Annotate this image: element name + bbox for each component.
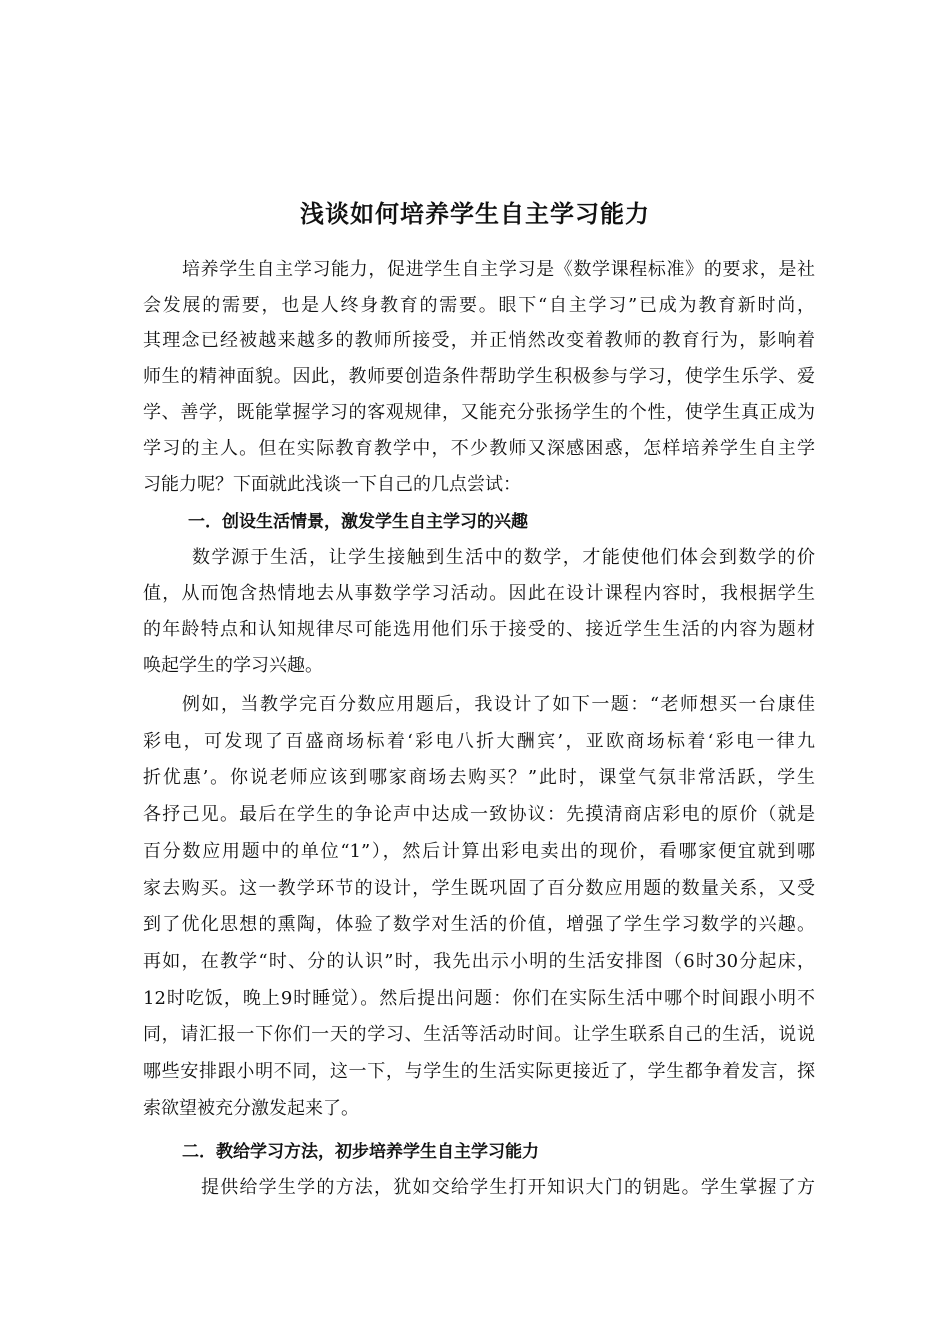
s1p2-line-11: 哪些安排跟小明不同，这一下，与学生的生活实际更接近了，学生都争着发言，探 [143, 1061, 815, 1082]
s1p2-line-12: 索欲望被充分激发起来了。 [143, 1098, 359, 1119]
s1p2-line-5: 百分数应用题中的单位“1”），然后计算出彩电卖出的现价，看哪家便宜就到哪 [143, 841, 815, 862]
s1p1-line-1: 数学源于生活，让学生接触到生活中的数学，才能使他们体会到数学的价 [192, 547, 815, 568]
s1p2-line-1: 例如，当教学完百分数应用题后，我设计了如下一题：“老师想买一台康佳 [182, 694, 815, 715]
s1p2-line-10: 同，请汇报一下你们一天的学习、生活等活动时间。让学生联系自己的生活，说说 [143, 1024, 815, 1045]
intro-line-5: 学、善学，既能掌握学习的客观规律，又能充分张扬学生的个性，使学生真正成为 [143, 402, 815, 423]
document-title: 浅谈如何培养学生自主学习能力 [300, 199, 650, 228]
intro-line-7: 习能力呢？下面就此浅谈一下自己的几点尝试： [143, 474, 521, 495]
section-1-heading: 一．创设生活情景，激发学生自主学习的兴趣 [188, 512, 528, 532]
s1p2-line-2: 彩电，可发现了百盛商场标着‘彩电八折大酬宾’，亚欧商场标着‘彩电一律九 [143, 731, 815, 752]
s2p1-line-1: 提供给学生学的方法，犹如交给学生打开知识大门的钥匙。学生掌握了方 [201, 1177, 815, 1198]
s1p1-line-4: 唤起学生的学习兴趣。 [143, 655, 323, 676]
s1p1-line-2: 值，从而饱含热情地去从事数学学习活动。因此在设计课程内容时，我根据学生 [143, 583, 815, 604]
s1p2-line-9: 12时吃饭，晚上9时睡觉）。然后提出问题：你们在实际生活中哪个时间跟小明不 [143, 988, 815, 1009]
s1p2-line-4: 各抒己见。最后在学生的争论声中达成一致协议：先摸清商店彩电的原价（就是 [143, 804, 815, 825]
s1p2-line-7: 到了优化思想的熏陶，体验了数学对生活的价值，增强了学生学习数学的兴趣。 [143, 914, 815, 935]
s1p1-line-3: 的年龄特点和认知规律尽可能选用他们乐于接受的、接近学生生活的内容为题材 [143, 619, 815, 640]
intro-line-4: 师生的精神面貌。因此，教师要创造条件帮助学生积极参与学习，使学生乐学、爱 [143, 366, 815, 387]
s1p2-line-6: 家去购买。这一教学环节的设计，学生既巩固了百分数应用题的数量关系，又受 [143, 878, 815, 899]
s1p2-line-8: 再如，在教学“时、分的认识”时，我先出示小明的生活安排图（6时30分起床， [143, 951, 815, 972]
intro-line-6: 学习的主人。但在实际教育教学中，不少教师又深感困惑，怎样培养学生自主学 [143, 438, 815, 459]
intro-line-2: 会发展的需要，也是人终身教育的需要。眼下“自主学习”已成为教育新时尚， [143, 295, 815, 316]
intro-line-1: 培养学生自主学习能力，促进学生自主学习是《数学课程标准》的要求，是社 [182, 259, 815, 280]
section-2-heading: 二．教给学习方法，初步培养学生自主学习能力 [182, 1142, 539, 1162]
intro-line-3: 其理念已经被越来越多的教师所接受，并正悄然改变着教师的教育行为，影响着 [143, 330, 815, 351]
s1p2-line-3: 折优惠’。你说老师应该到哪家商场去购买？”此时，课堂气氛非常活跃，学生 [143, 767, 815, 788]
